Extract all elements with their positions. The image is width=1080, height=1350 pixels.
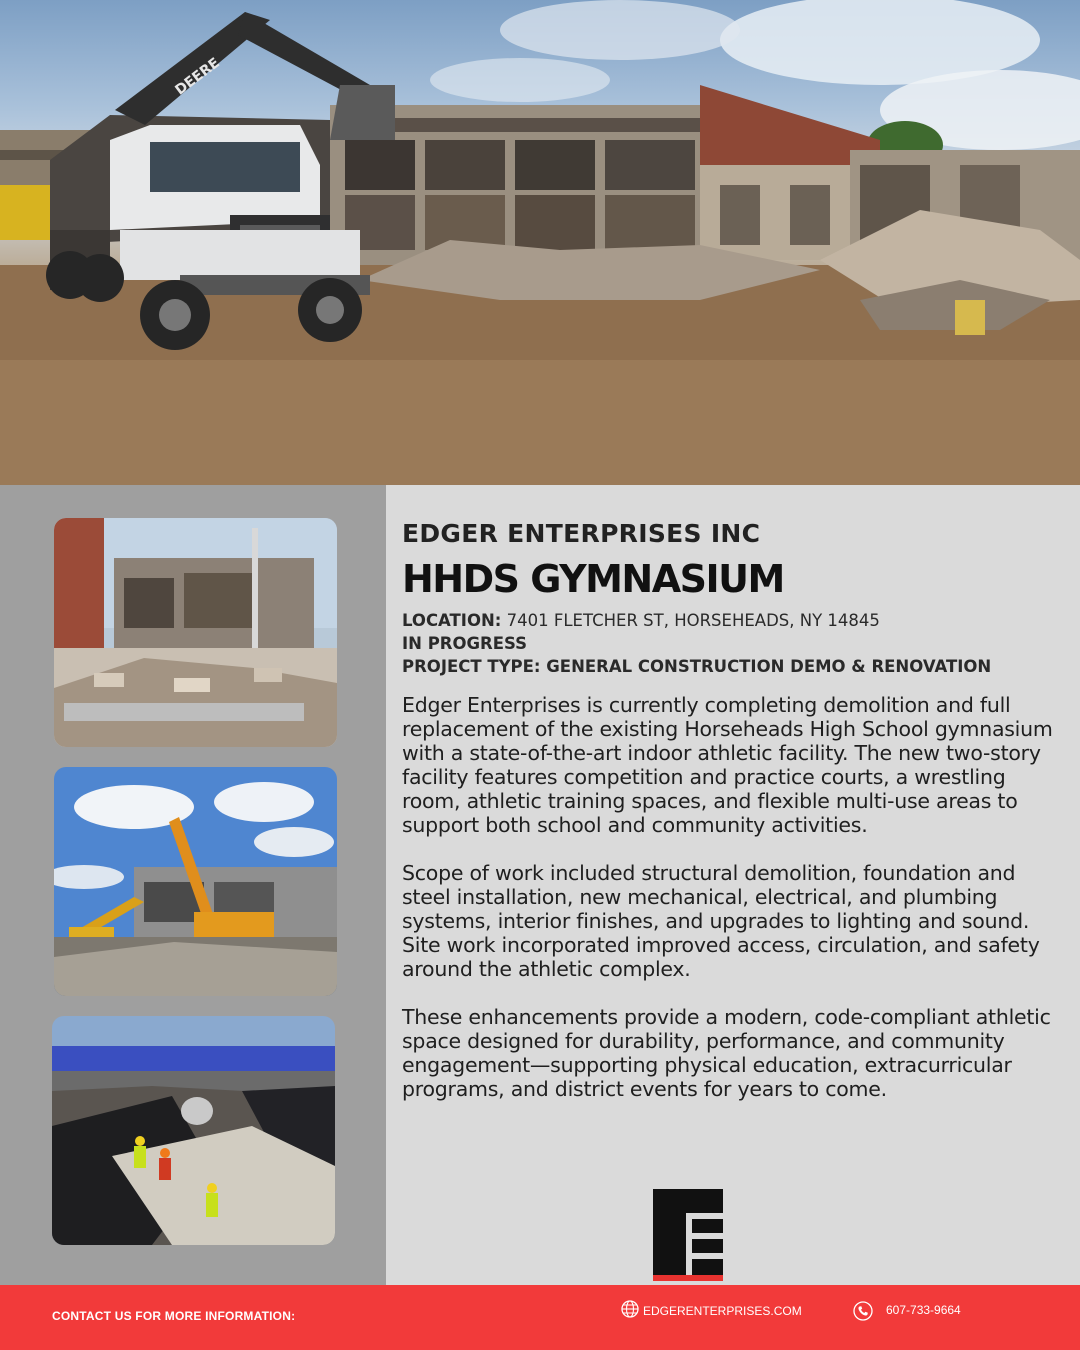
project-description — [402, 693, 1067, 1125]
company-name: EDGER ENTERPRISES INC — [402, 519, 761, 548]
description-paragraph: Edger Enterprises is currently completing demolition and full replacement of the existing Horseheads High School gymnasium with a state-of-the-art indoor athletic facility. The new two-story facility features competition and practice courts, a wrestling room, athletic training spaces, and flexible multi-use areas to support both school and community activities. — [402, 693, 1053, 837]
photo-excavator-site — [54, 767, 337, 996]
project-meta — [402, 609, 1072, 678]
contact-label: CONTACT US FOR MORE INFORMATION: — [52, 1309, 296, 1323]
excavator-brand-text: DEERE — [172, 55, 223, 99]
photo-brick-demolition — [54, 518, 337, 747]
edger-logo — [653, 1189, 723, 1281]
project-details-panel — [386, 485, 1080, 1285]
project-type: PROJECT TYPE: GENERAL CONSTRUCTION DEMO & RENOVATION — [402, 657, 992, 676]
status-text: IN PROGRESS — [402, 634, 528, 653]
photo-column — [0, 485, 386, 1285]
website-link[interactable]: EDGERENTERPRISES.COM — [643, 1304, 802, 1318]
globe-icon — [621, 1300, 639, 1318]
photo-foundation-work — [52, 1016, 335, 1245]
hero-demolition-scene — [0, 0, 1080, 485]
location-label: LOCATION: — [402, 611, 502, 630]
phone-number[interactable]: 607-733-9664 — [886, 1303, 961, 1317]
location-line — [402, 609, 1072, 632]
hero-photo — [0, 0, 1080, 485]
description-paragraph: These enhancements provide a modern, code-compliant athletic space designed for durability, performance, and community engagement—supporting physical education, extracurricular programs, and district events for years to come. — [402, 1005, 1051, 1101]
description-paragraph: Scope of work included structural demolition, foundation and steel installation, new mechanical, electrical, and plumbing systems, interior finishes, and upgrades to lighting and sound. Site work incorporated improved access, circulation, and safety around the athletic complex. — [402, 861, 1040, 981]
location-value: 7401 FLETCHER ST, HORSEHEADS, NY 14845 — [506, 611, 880, 630]
project-title: HHDS GYMNASIUM — [402, 557, 784, 601]
footer-bar — [0, 1285, 1080, 1350]
phone-icon — [853, 1301, 873, 1321]
